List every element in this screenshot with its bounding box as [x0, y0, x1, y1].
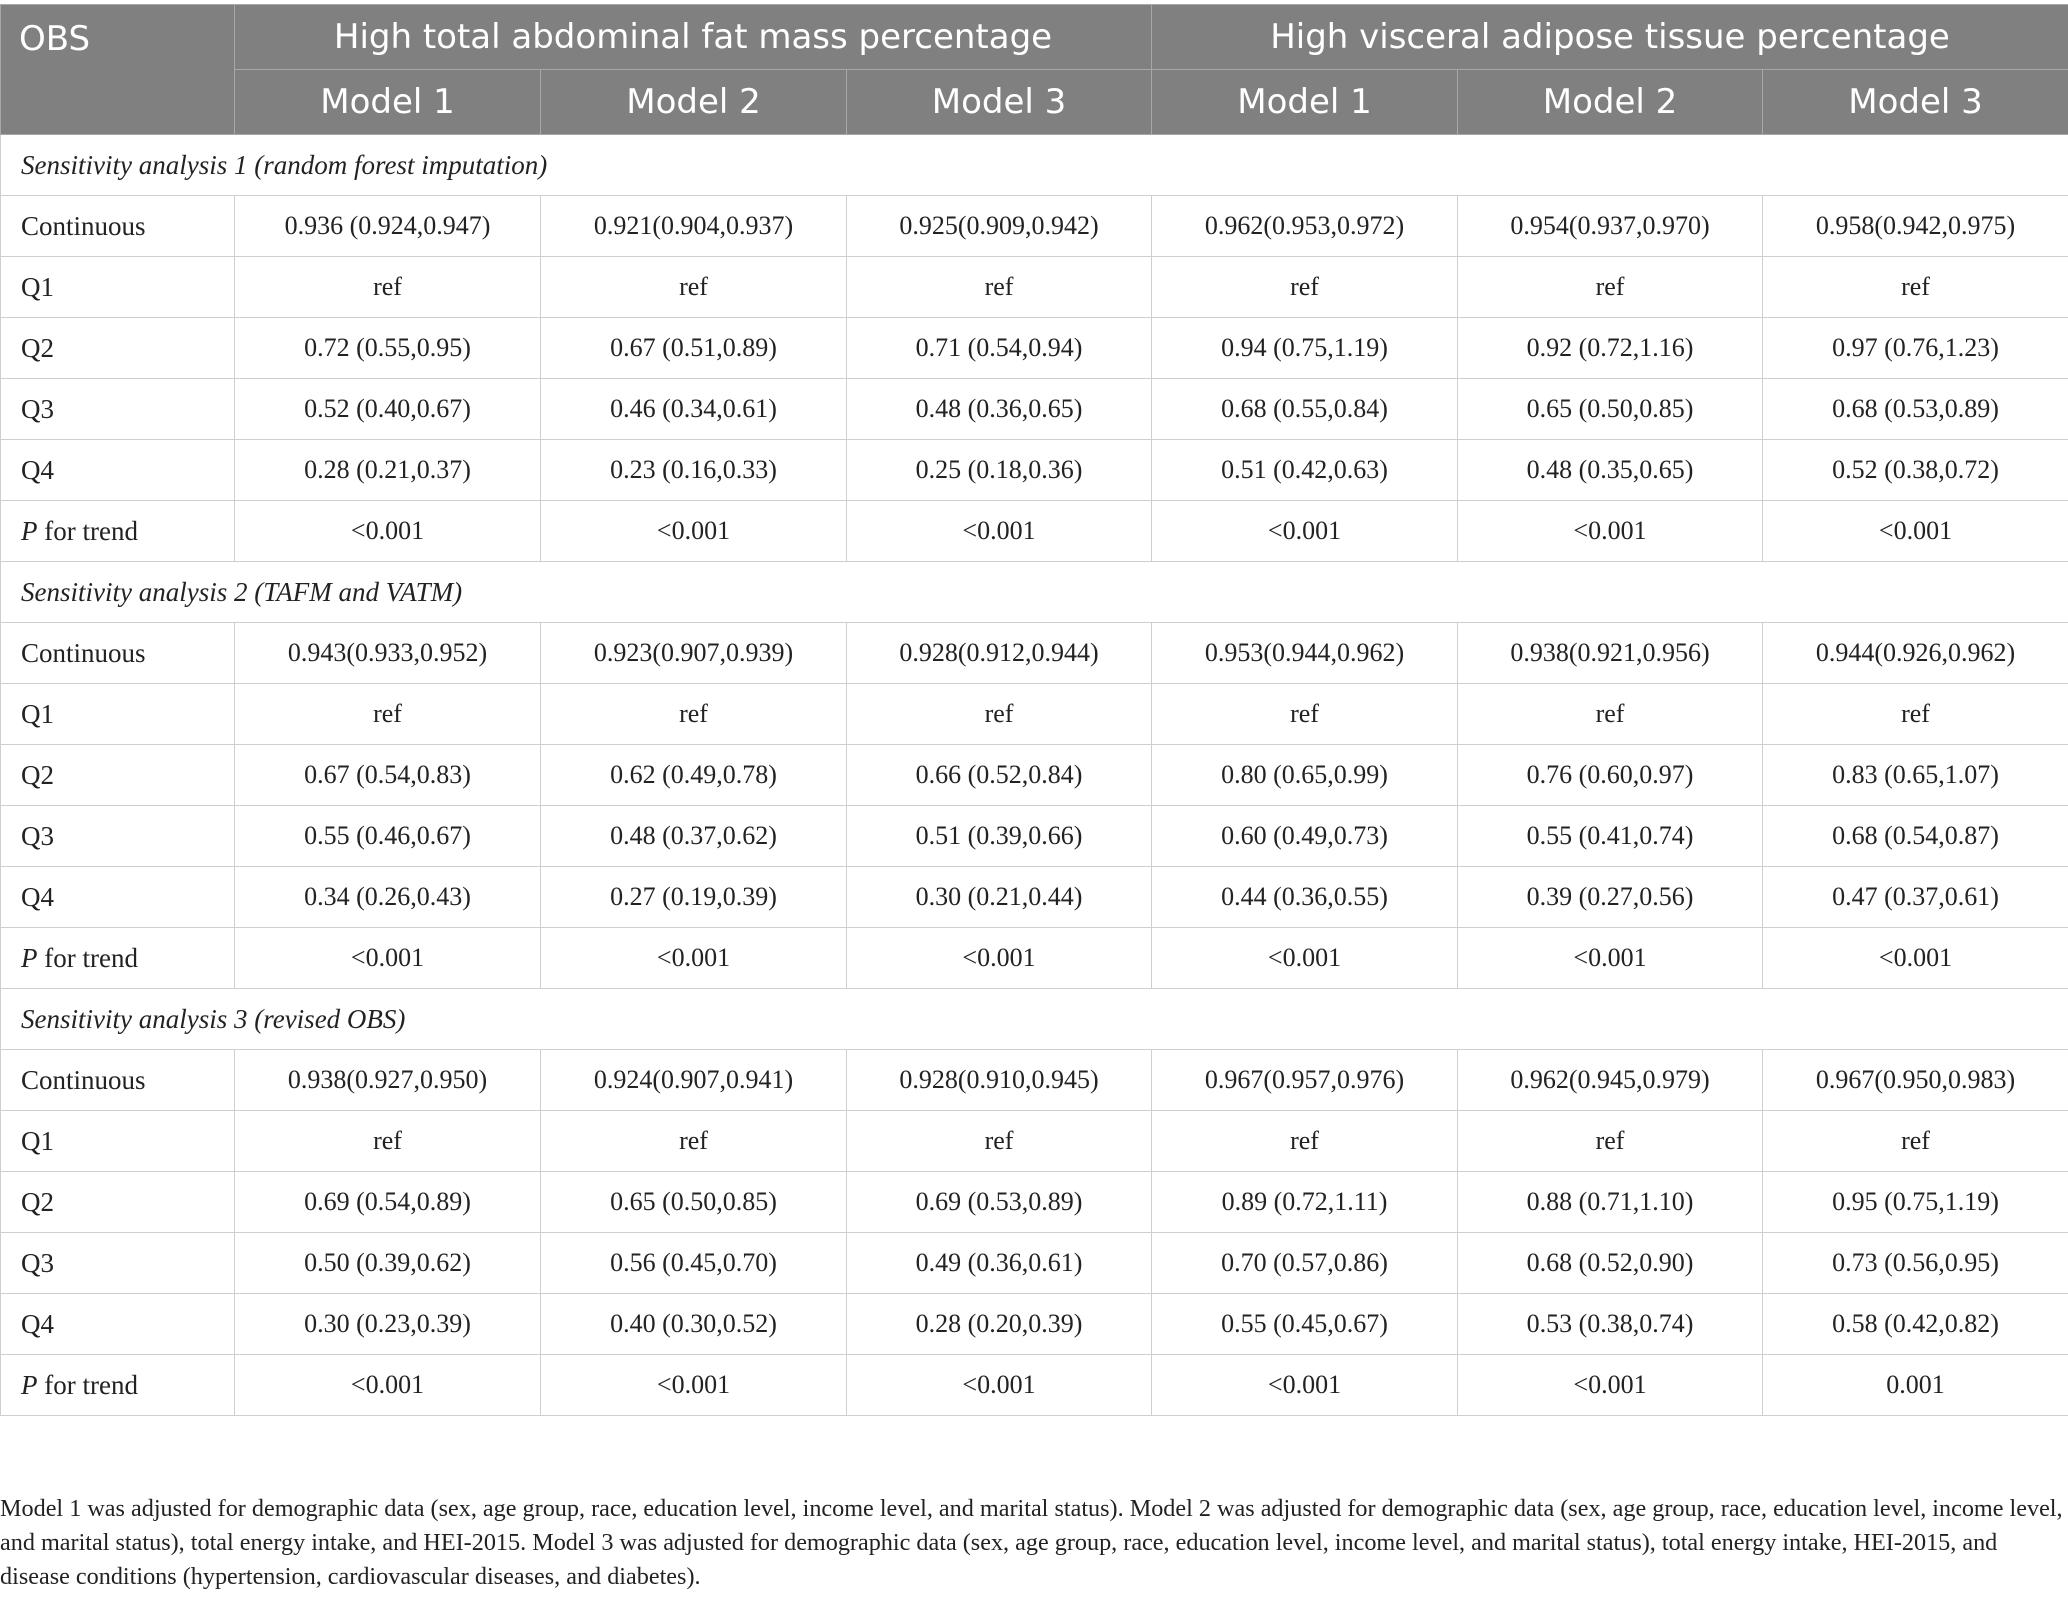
- table-cell: 0.68 (0.52,0.90): [1458, 1233, 1763, 1294]
- model-column-header: Model 3: [847, 70, 1152, 135]
- table-cell: 0.958(0.942,0.975): [1763, 196, 2068, 257]
- table-cell: 0.928(0.912,0.944): [847, 623, 1152, 684]
- model-column-header: Model 1: [235, 70, 541, 135]
- table-row: [1, 745, 2068, 806]
- table-row: [1, 623, 2068, 684]
- table-row: [1, 867, 2068, 928]
- table-row: [1, 318, 2068, 379]
- row-label: Q1: [1, 257, 235, 318]
- table-cell: 0.921(0.904,0.937): [541, 196, 847, 257]
- table-cell: 0.60 (0.49,0.73): [1152, 806, 1458, 867]
- table-cell: <0.001: [1152, 501, 1458, 562]
- table-cell: ref: [1458, 684, 1763, 745]
- table-cell: 0.962(0.945,0.979): [1458, 1050, 1763, 1111]
- table-cell: 0.50 (0.39,0.62): [235, 1233, 541, 1294]
- results-table-container: [0, 4, 2068, 1416]
- sensitivity-analysis-table: [0, 4, 2068, 1416]
- table-cell: 0.70 (0.57,0.86): [1152, 1233, 1458, 1294]
- table-cell: <0.001: [1458, 501, 1763, 562]
- table-cell: 0.71 (0.54,0.94): [847, 318, 1152, 379]
- table-cell: 0.938(0.927,0.950): [235, 1050, 541, 1111]
- table-cell: 0.925(0.909,0.942): [847, 196, 1152, 257]
- table-cell: ref: [541, 257, 847, 318]
- table-cell: 0.65 (0.50,0.85): [541, 1172, 847, 1233]
- table-row: [1, 928, 2068, 989]
- table-cell: <0.001: [541, 501, 847, 562]
- table-cell: 0.48 (0.35,0.65): [1458, 440, 1763, 501]
- table-row: [1, 501, 2068, 562]
- table-cell: 0.55 (0.46,0.67): [235, 806, 541, 867]
- table-row: [1, 1294, 2068, 1355]
- table-cell: 0.48 (0.37,0.62): [541, 806, 847, 867]
- table-cell: <0.001: [541, 928, 847, 989]
- table-cell: 0.88 (0.71,1.10): [1458, 1172, 1763, 1233]
- table-cell: ref: [847, 257, 1152, 318]
- table-cell: ref: [1152, 684, 1458, 745]
- table-cell: 0.962(0.953,0.972): [1152, 196, 1458, 257]
- table-row: [1, 806, 2068, 867]
- row-label: Continuous: [1, 1050, 235, 1111]
- row-label: Q3: [1, 806, 235, 867]
- table-cell: <0.001: [1152, 1355, 1458, 1416]
- table-cell: ref: [847, 684, 1152, 745]
- table-cell: <0.001: [235, 1355, 541, 1416]
- table-row: [1, 196, 2068, 257]
- table-row: [1, 1355, 2068, 1416]
- table-cell: <0.001: [1763, 501, 2068, 562]
- table-cell: 0.34 (0.26,0.43): [235, 867, 541, 928]
- table-cell: <0.001: [847, 928, 1152, 989]
- p-symbol: P: [21, 1369, 38, 1400]
- table-cell: <0.001: [1458, 1355, 1763, 1416]
- table-cell: 0.30 (0.21,0.44): [847, 867, 1152, 928]
- table-cell: 0.52 (0.38,0.72): [1763, 440, 2068, 501]
- table-cell: ref: [1763, 684, 2068, 745]
- table-cell: ref: [1152, 257, 1458, 318]
- table-cell: 0.967(0.950,0.983): [1763, 1050, 2068, 1111]
- table-cell: ref: [1458, 257, 1763, 318]
- table-cell: 0.69 (0.53,0.89): [847, 1172, 1152, 1233]
- table-cell: ref: [1152, 1111, 1458, 1172]
- model-column-header: Model 2: [1458, 70, 1763, 135]
- table-cell: <0.001: [847, 501, 1152, 562]
- table-cell: <0.001: [235, 501, 541, 562]
- table-cell: 0.28 (0.21,0.37): [235, 440, 541, 501]
- p-symbol: P: [21, 942, 38, 973]
- table-cell: ref: [541, 1111, 847, 1172]
- p-symbol: P: [21, 515, 38, 546]
- section-header-row: [1, 989, 2068, 1050]
- model-column-header: Model 2: [541, 70, 847, 135]
- table-cell: 0.46 (0.34,0.61): [541, 379, 847, 440]
- table-row: [1, 1050, 2068, 1111]
- section-header-row: [1, 135, 2068, 196]
- table-cell: <0.001: [1458, 928, 1763, 989]
- row-label: Continuous: [1, 623, 235, 684]
- table-cell: 0.76 (0.60,0.97): [1458, 745, 1763, 806]
- table-cell: 0.94 (0.75,1.19): [1152, 318, 1458, 379]
- table-cell: 0.23 (0.16,0.33): [541, 440, 847, 501]
- table-cell: 0.953(0.944,0.962): [1152, 623, 1458, 684]
- table-cell: 0.39 (0.27,0.56): [1458, 867, 1763, 928]
- row-label: Q3: [1, 379, 235, 440]
- table-cell: 0.51 (0.39,0.66): [847, 806, 1152, 867]
- table-cell: <0.001: [1763, 928, 2068, 989]
- row-label: Q4: [1, 1294, 235, 1355]
- table-cell: 0.73 (0.56,0.95): [1763, 1233, 2068, 1294]
- table-cell: 0.30 (0.23,0.39): [235, 1294, 541, 1355]
- table-cell: 0.943(0.933,0.952): [235, 623, 541, 684]
- table-cell: 0.58 (0.42,0.82): [1763, 1294, 2068, 1355]
- table-cell: 0.938(0.921,0.956): [1458, 623, 1763, 684]
- table-cell: 0.936 (0.924,0.947): [235, 196, 541, 257]
- table-row: [1, 379, 2068, 440]
- table-cell: 0.53 (0.38,0.74): [1458, 1294, 1763, 1355]
- table-cell: 0.28 (0.20,0.39): [847, 1294, 1152, 1355]
- table-cell: 0.27 (0.19,0.39): [541, 867, 847, 928]
- table-cell: 0.52 (0.40,0.67): [235, 379, 541, 440]
- table-cell: 0.67 (0.54,0.83): [235, 745, 541, 806]
- table-row: [1, 1233, 2068, 1294]
- row-label: Q3: [1, 1233, 235, 1294]
- table-cell: 0.25 (0.18,0.36): [847, 440, 1152, 501]
- table-cell: 0.49 (0.36,0.61): [847, 1233, 1152, 1294]
- table-cell: 0.92 (0.72,1.16): [1458, 318, 1763, 379]
- table-cell: 0.66 (0.52,0.84): [847, 745, 1152, 806]
- row-label: Q2: [1, 745, 235, 806]
- table-row: [1, 257, 2068, 318]
- abdominal-fat-group-header: High total abdominal fat mass percentage: [235, 5, 1152, 70]
- table-cell: 0.55 (0.41,0.74): [1458, 806, 1763, 867]
- row-label-text: for trend: [37, 1369, 138, 1400]
- table-cell: 0.72 (0.55,0.95): [235, 318, 541, 379]
- table-row: [1, 1172, 2068, 1233]
- table-cell: <0.001: [235, 928, 541, 989]
- table-cell: 0.83 (0.65,1.07): [1763, 745, 2068, 806]
- table-row: [1, 440, 2068, 501]
- table-cell: 0.923(0.907,0.939): [541, 623, 847, 684]
- table-cell: 0.97 (0.76,1.23): [1763, 318, 2068, 379]
- row-label: [1, 928, 235, 989]
- table-cell: 0.954(0.937,0.970): [1458, 196, 1763, 257]
- table-cell: 0.68 (0.53,0.89): [1763, 379, 2068, 440]
- table-cell: 0.44 (0.36,0.55): [1152, 867, 1458, 928]
- table-cell: 0.89 (0.72,1.11): [1152, 1172, 1458, 1233]
- table-cell: 0.55 (0.45,0.67): [1152, 1294, 1458, 1355]
- table-cell: 0.944(0.926,0.962): [1763, 623, 2068, 684]
- obs-column-header: OBS: [1, 5, 235, 135]
- row-label: [1, 501, 235, 562]
- row-label: Q2: [1, 318, 235, 379]
- table-cell: 0.80 (0.65,0.99): [1152, 745, 1458, 806]
- table-cell: 0.68 (0.55,0.84): [1152, 379, 1458, 440]
- table-row: [1, 684, 2068, 745]
- row-label: [1, 1355, 235, 1416]
- row-label: Q4: [1, 867, 235, 928]
- table-cell: 0.62 (0.49,0.78): [541, 745, 847, 806]
- table-cell: 0.67 (0.51,0.89): [541, 318, 847, 379]
- table-cell: ref: [235, 257, 541, 318]
- table-cell: 0.56 (0.45,0.70): [541, 1233, 847, 1294]
- row-label: Q4: [1, 440, 235, 501]
- table-cell: <0.001: [1152, 928, 1458, 989]
- table-cell: 0.001: [1763, 1355, 2068, 1416]
- table-cell: 0.95 (0.75,1.19): [1763, 1172, 2068, 1233]
- table-header: [1, 5, 2068, 135]
- table-cell: <0.001: [541, 1355, 847, 1416]
- table-cell: ref: [1458, 1111, 1763, 1172]
- table-cell: ref: [1763, 1111, 2068, 1172]
- section-title: Sensitivity analysis 3 (revised OBS): [1, 989, 2068, 1050]
- model-column-header: Model 1: [1152, 70, 1458, 135]
- table-cell: ref: [847, 1111, 1152, 1172]
- table-body: [1, 135, 2068, 1416]
- row-label-text: for trend: [37, 942, 138, 973]
- table-cell: ref: [541, 684, 847, 745]
- table-row: [1, 1111, 2068, 1172]
- table-cell: ref: [1763, 257, 2068, 318]
- table-cell: <0.001: [847, 1355, 1152, 1416]
- row-label-text: for trend: [37, 515, 138, 546]
- table-cell: 0.48 (0.36,0.65): [847, 379, 1152, 440]
- model-column-header: Model 3: [1763, 70, 2068, 135]
- row-label: Continuous: [1, 196, 235, 257]
- row-label: Q1: [1, 1111, 235, 1172]
- visceral-fat-group-header: High visceral adipose tissue percentage: [1152, 5, 2068, 70]
- table-cell: 0.47 (0.37,0.61): [1763, 867, 2068, 928]
- table-cell: 0.68 (0.54,0.87): [1763, 806, 2068, 867]
- table-cell: 0.69 (0.54,0.89): [235, 1172, 541, 1233]
- table-cell: ref: [235, 1111, 541, 1172]
- row-label: Q1: [1, 684, 235, 745]
- table-cell: 0.65 (0.50,0.85): [1458, 379, 1763, 440]
- table-cell: ref: [235, 684, 541, 745]
- table-footnote: Model 1 was adjusted for demographic data (sex, age group, race, education level, income level, and marital status). Model 2 was adjusted for demographic data (sex, age group, race, education level, income level, and marital status), total energy intake, and HEI-2015. Model 3 was adjusted for demographic data (sex, age group, race, education level, income level, and marital status), total energy intake, HEI-2015, and disease conditions (hypertension, cardiovascular diseases, and diabetes).: [0, 1495, 2063, 1590]
- section-title: Sensitivity analysis 1 (random forest imputation): [1, 135, 2068, 196]
- row-label: Q2: [1, 1172, 235, 1233]
- section-title: Sensitivity analysis 2 (TAFM and VATM): [1, 562, 2068, 623]
- table-cell: 0.924(0.907,0.941): [541, 1050, 847, 1111]
- section-header-row: [1, 562, 2068, 623]
- table-cell: 0.967(0.957,0.976): [1152, 1050, 1458, 1111]
- table-cell: 0.51 (0.42,0.63): [1152, 440, 1458, 501]
- table-cell: 0.928(0.910,0.945): [847, 1050, 1152, 1111]
- table-cell: 0.40 (0.30,0.52): [541, 1294, 847, 1355]
